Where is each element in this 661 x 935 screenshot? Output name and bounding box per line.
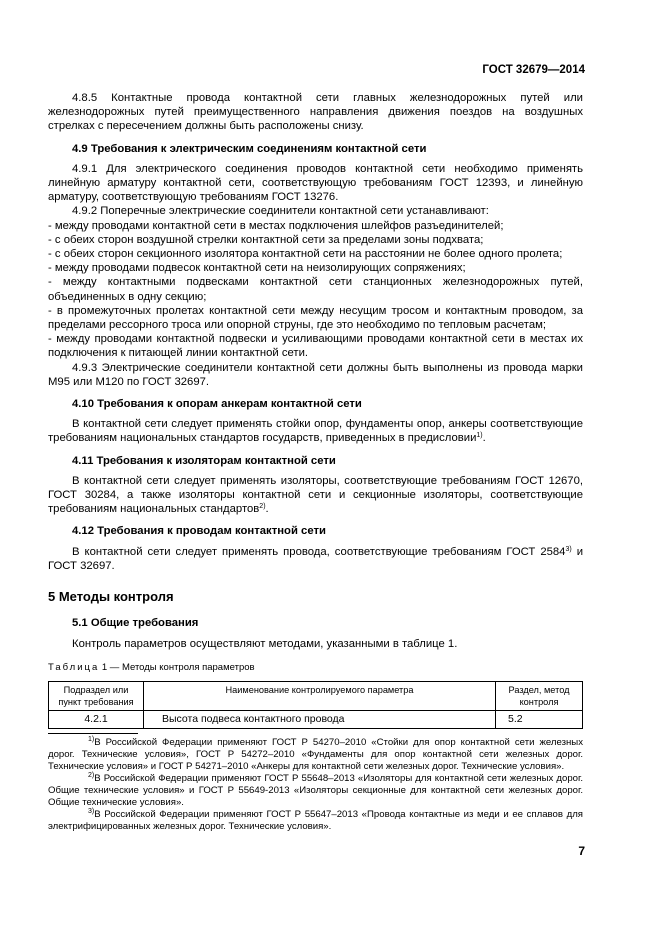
- footnotes: [48, 737, 583, 833]
- clause-4-12-tail: и ГОСТ 32697.: [48, 545, 584, 572]
- heading-4-9: 4.9 Требования к электрическим соединениям контактной сети: [72, 142, 427, 155]
- cell-parameter: Высота подвеса контактного провода: [144, 710, 496, 728]
- cell-method: 5.2: [496, 710, 583, 728]
- heading-4-10: 4.10 Требования к опорам анкерам контактной сети: [72, 398, 362, 411]
- table-caption-word: Таблица: [48, 661, 100, 673]
- list-item: - между проводами контактной подвески и усиливающими проводами контактной сети в местах их подключения к питающей линии контактной сети.: [48, 333, 583, 360]
- clause-5-1: Контроль параметров осуществляют методами, указанными в таблице 1.: [72, 637, 458, 650]
- page-number: 7: [578, 844, 585, 858]
- clause-4-9-1: 4.9.1 Для электрического соединения проводов контактной сети необходимо применять линейную арматуру контактной сети, соответствующую требованиям ГОСТ 12393, и линейную арматуру, соответствующую требованиям ГОСТ 13276.: [48, 162, 583, 204]
- list-item: - с обеих сторон воздушной стрелки контактной сети за пределами зоны подхвата;: [48, 233, 484, 246]
- column-header-method: Раздел, метод контроля: [496, 681, 583, 710]
- heading-4-12: 4.12 Требования к проводам контактной сети: [72, 525, 326, 538]
- clause-4-12-text: В контактной сети следует применять провода, соответствующие требованиям ГОСТ 2584: [72, 545, 566, 558]
- footnote-text: В Российской Федерации применяют ГОСТ Р 55648–2013 «Изоляторы для контактной сети железных дорог. Общие технические условия» и ГОСТ Р 55649-2013 «Изоляторы секционные для контактной сети железных дорог. Общие технические условия».: [48, 773, 583, 808]
- heading-4-11: 4.11 Требования к изоляторам контактной сети: [72, 454, 336, 467]
- footnote-ref-3[interactable]: 3): [565, 545, 572, 553]
- clause-4-12: [48, 545, 583, 573]
- clause-4-9-3: 4.9.3 Электрические соединители контактной сети должны быть выполнены из провода марки М95 или М120 по ГОСТ 32697.: [48, 361, 583, 388]
- list-item: - между проводами подвесок контактной сети на неизолирующих сопряжениях;: [48, 262, 466, 275]
- footnote-ref-1[interactable]: 1): [476, 432, 483, 440]
- clause-4-10: В контактной сети следует применять стойки опор, фундаменты опор, анкеры соответствующие требованиям национальных стандартов государств, приведенных в предисловии$^{1)}$.: [48, 418, 583, 445]
- heading-5-1: 5.1 Общие требования: [72, 617, 199, 630]
- list-item: - между проводами контактной сети в местах подключения шлейфов разъединителей;: [48, 219, 504, 232]
- column-header-clause: Подраздел или пункт требования: [49, 681, 144, 710]
- heading-section-5: 5 Методы контроля: [48, 589, 174, 605]
- footnote-text: В Российской Федерации применяют ГОСТ Р 55647–2013 «Провода контактные из меди и ее сплавов для электрифицированных железных дорог. Технические условия».: [48, 809, 583, 832]
- column-header-parameter: Наименование контролируемого параметра: [144, 681, 496, 710]
- clause-4-10-text: В контактной сети следует применять стойки опор, фундаменты опор, анкеры соответствующие требованиям национальных стандартов государств, приведенных в предисловии: [48, 418, 583, 445]
- list-item: - в промежуточных пролетах контактной сети между несущим тросом и контактным проводом, за пределами рессорного троса или опорной струны, где это необходимо по тепловым расчетам;: [48, 304, 583, 332]
- footnote-divider: [48, 733, 138, 734]
- methods-table: [48, 681, 583, 729]
- cell-clause: 4.2.1: [49, 710, 144, 728]
- footnote-mark: 2): [88, 772, 95, 779]
- table-caption-title: 1 — Методы контроля параметров: [99, 661, 255, 673]
- footnote-text: В Российской Федерации применяют ГОСТ Р 54270–2010 «Стойки для опор контактной сети железных дорог. Технические условия», ГОСТ Р 54272–2010 «Фундаменты для опор контактной сети железных дорог. Технические условия» и ГОСТ Р 54271–2010 «Анкеры для контактной сети железных дорог. Технические условия».: [48, 737, 583, 772]
- footnote-ref-2[interactable]: 2): [259, 503, 266, 511]
- clause-4-11-text: В контактной сети следует применять изоляторы, соответствующие требованиям ГОСТ 12670, ГОСТ 30284, а также изоляторы контактной сети и секционные изоляторы, соответствующие требованиям национальных стандартов: [48, 474, 583, 516]
- page-body: [48, 91, 583, 729]
- footnote-3: [48, 809, 583, 833]
- document-id-header: ГОСТ 32679—2014: [482, 64, 585, 76]
- clause-4-11: В контактной сети следует применять изоляторы, соответствующие требованиям ГОСТ 12670, ГОСТ 30284, а также изоляторы контактной сети и секционные изоляторы, соответствующие требованиям национальных стандартов$^{2)}$.: [48, 474, 583, 516]
- table-header-row: [49, 681, 583, 710]
- footnote-2: [48, 773, 583, 809]
- footnote-mark: 1): [88, 736, 95, 743]
- footnote-1: [48, 737, 583, 773]
- table-caption: [48, 661, 583, 675]
- footnote-mark: 3): [88, 808, 95, 815]
- clause-4-8-5: 4.8.5 Контактные провода контактной сети главных железнодорожных путей или железнодорожных путей преимущественного направления движения поездов на воздушных стрелках с пересечением должны быть расположены снизу.: [48, 92, 583, 133]
- list-item: - с обеих сторон секционного изолятора контактной сети на расстоянии не более одного пролета;: [48, 248, 563, 261]
- clause-4-9-2: 4.9.2 Поперечные электрические соединители контактной сети устанавливают:: [72, 205, 489, 218]
- table-row: [49, 710, 583, 728]
- list-item: - между контактными подвесками контактной сети станционных железнодорожных путей, объединенных в одну секцию;: [48, 276, 583, 303]
